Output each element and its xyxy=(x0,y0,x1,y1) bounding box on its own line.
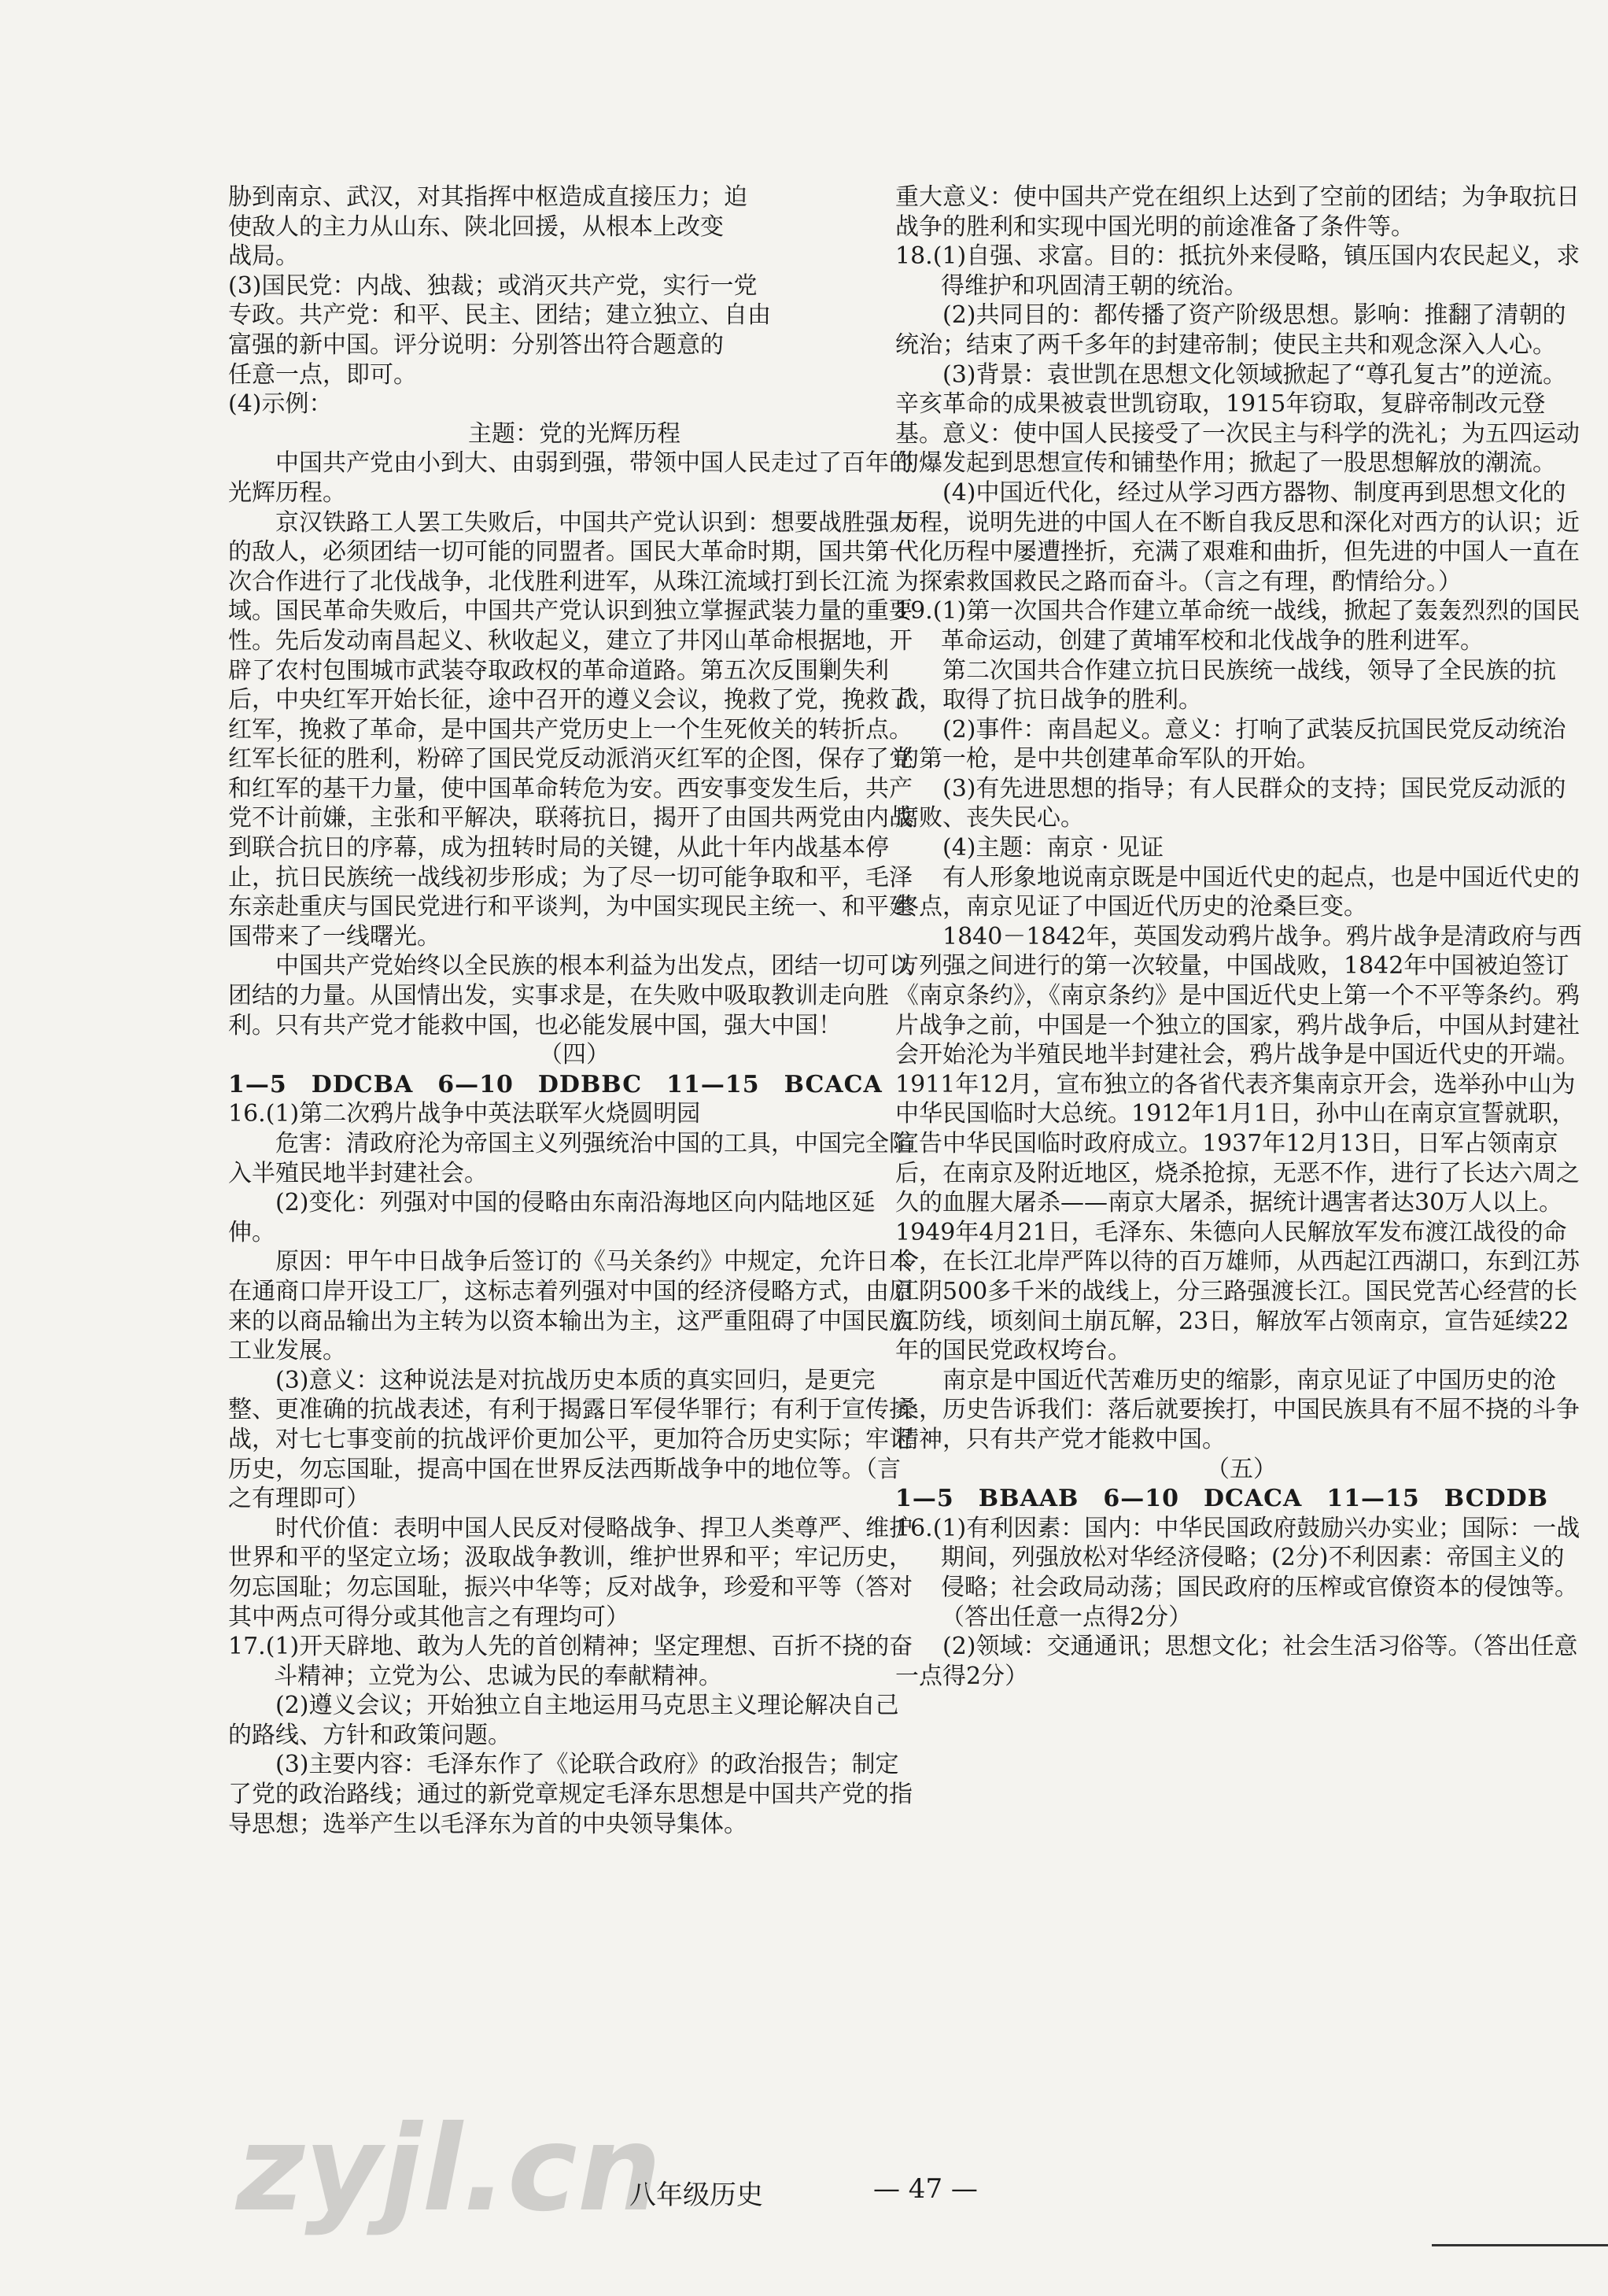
answer-paragraph: 任意一点，即可。 xyxy=(228,360,417,389)
answer-paragraph: 1840－1842年，英国发动鸦片战争。鸦片战争是清政府与西方列强之间进行的第一次较量，中国战败，1842年中国被迫签订《南京条约》，《南京条约》是中国近代史上第一个不平等条约。鸦片战争之前，中国是一个独立的国家，鸦片战争后，中国从封建社会开始沦为半殖民地半封建社会，鸦片战争是中国近代史的开端。1911年12月，宣布独立的各省代表齐集南京开会，选举孙中山为中华民国临时大总统。1912年1月1日，孙中山在南京宣誓就职，宣告中华民国临时政府成立。1937年12月13日，日军占领南京后，在南京及附近地区，烧杀抢掠，无恶不作，进行了长达六周之久的血腥大屠杀——南京大屠杀，据统计遇害者达30万人以上。1949年4月21日，毛泽东、朱德向人民解放军发布渡江战役的命令，在长江北岸严阵以待的百万雄师，从西起江西湖口，东到江苏江阴500多千米的战线上，分三路强渡长江。国民党苦心经营的长江防线，顷刻间土崩瓦解，23日，解放军占领南京，宣告延续22年的国民党政权垮台。 xyxy=(895,922,1582,1365)
answer-paragraph: 18.(1)自强、求富。目的：抵抗外来侵略，镇压国内农民起义，求得维护和巩固清王朝的统治。 xyxy=(895,242,1580,300)
answer-paragraph: 1—5 BBAAB 6—10 DCACA 11—15 BCDDB xyxy=(895,1485,1548,1513)
answer-paragraph: 南京是中国近代苦难历史的缩影，南京见证了中国历史的沧桑，历史告诉我们：落后就要挨打，中国民族具有不屈不挠的斗争精神，只有共产党才能救中国。 xyxy=(895,1366,1580,1453)
watermark: zyjl.cn xyxy=(236,2101,662,2238)
answer-paragraph: 17.(1)开天辟地、敢为人先的首创精神；坚定理想、百折不挠的奋斗精神；立党为公、忠诚为民的奉献精神。 xyxy=(228,1633,913,1690)
answer-paragraph: (4)示例： xyxy=(228,390,333,419)
answer-paragraph: 富强的新中国。评分说明：分别答出符合题意的 xyxy=(228,330,724,359)
answer-paragraph: 专政。共产党：和平、民主、团结；建立独立、自由 xyxy=(228,301,771,330)
answer-paragraph: (3)国民党：内战、独裁；或消灭共产党，实行一党 xyxy=(228,271,758,300)
answer-paragraph: 主题：党的光辉历程 xyxy=(468,419,680,448)
left-column xyxy=(228,183,920,1839)
grade-subject-title: 八年级历史 xyxy=(629,2180,763,2211)
page-number: — 47 — xyxy=(873,2173,978,2205)
answer-paragraph: 危害：清政府沦为帝国主义列强统治中国的工具，中国完全陷入半殖民地半封建社会。 xyxy=(228,1130,913,1187)
answer-paragraph: 19.(1)第一次国共合作建立革命统一战线，掀起了轰轰烈烈的国民革命运动，创建了黄埔军校和北伐战争的胜利进军。 xyxy=(895,597,1580,655)
answer-paragraph: 第二次国共合作建立抗日民族统一战线，领导了全民族的抗战，取得了抗日战争的胜利。 xyxy=(895,656,1556,714)
answer-paragraph: (3)背景：袁世凯在思想文化领域掀起了“尊孔复古”的逆流。辛亥革命的成果被袁世凯窃取，1915年窃取，复辟帝制改元登基。意义：使中国人民接受了一次民主与科学的洗礼；为五四运动的爆发起到思想宣传和铺垫作用；掀起了一股思想解放的潮流。 xyxy=(895,360,1580,478)
answer-paragraph: （五） xyxy=(1206,1455,1277,1483)
answer-paragraph: (4)中国近代化，经过从学习西方器物、制度再到思想文化的历程，说明先进的中国人在不断自我反思和深化对西方的认识；近代化历程中屡遭挫折，充满了艰难和曲折，但先进的中国人一直在为探索救国救民之路而奋斗。（言之有理，酌情给分。） xyxy=(895,478,1580,596)
answer-paragraph: 16.(1)有利因素：国内：中华民国政府鼓励兴办实业；国际：一战期间，列强放松对华经济侵略；(2分)不利因素：帝国主义的侵略；社会政局动荡；国民政府的压榨或官僚资本的侵蚀等。（答出任意一点得2分） xyxy=(895,1514,1580,1631)
answer-paragraph: (3)有先进思想的指导；有人民群众的支持；国民党反动派的腐败、丧失民心。 xyxy=(895,774,1566,832)
answer-paragraph: （四） xyxy=(539,1041,610,1069)
answer-paragraph: 1—5 DDCBA 6—10 DDBBC 11—15 BCACA xyxy=(228,1070,883,1098)
answer-paragraph: 时代价值：表明中国人民反对侵略战争、捍卫人类尊严、维护世界和平的坚定立场；汲取战争教训，维护世界和平；牢记历史，勿忘国耻；勿忘国耻，振兴中华等；反对战争，珍爱和平等（答对其中两点可得分或其他言之有理均可） xyxy=(228,1514,913,1631)
answer-paragraph: (2)变化：列强对中国的侵略由东南沿海地区向内陆地区延伸。 xyxy=(228,1189,876,1246)
answer-paragraph: (3)意义：这种说法是对抗战历史本质的真实回归，是更完整、更准确的抗战表述，有利于揭露日军侵华罪行；有利于宣传抗战，对七七事变前的抗战评价更加公平，更加符合历史实际；牢记历史，勿忘国耻，提高中国在世界反法西斯战争中的地位等。（言之有理即可） xyxy=(228,1366,913,1513)
answer-paragraph: (2)事件：南昌起义。意义：打响了武装反抗国民党反动统治的第一枪，是中共创建革命军队的开始。 xyxy=(895,715,1566,773)
answer-paragraph: (3)主要内容：毛泽东作了《论联合政府》的政治报告；制定了党的政治路线；通过的新党章规定毛泽东思想是中国共产党的指导思想；选举产生以毛泽东为首的中央领导集体。 xyxy=(228,1751,913,1838)
answer-paragraph: (2)领域：交通通讯；思想文化；社会生活习俗等。（答出任意一点得2分） xyxy=(895,1633,1578,1690)
answer-paragraph: 重大意义：使中国共产党在组织上达到了空前的团结；为争取抗日战争的胜利和实现中国光明的前途准备了条件等。 xyxy=(895,183,1580,241)
answer-paragraph: 中国共产党由小到大、由弱到强，带领中国人民走过了百年的光辉历程。 xyxy=(228,449,913,507)
right-column xyxy=(895,183,1588,1691)
answer-paragraph: 战局。 xyxy=(228,242,299,271)
answer-paragraph: 中国共产党始终以全民族的根本利益为出发点，团结一切可以团结的力量。从国情出发，实事求是，在失败中吸取教训走向胜利。只有共产党才能救中国，也必能发展中国，强大中国！ xyxy=(228,952,913,1039)
answer-paragraph: (2)共同目的：都传播了资产阶级思想。影响：推翻了清朝的统治；结束了两千多年的封建帝制；使民主共和观念深入人心。 xyxy=(895,301,1566,359)
answer-paragraph: (2)遵义会议；开始独立自主地运用马克思主义理论解决自己的路线、方针和政策问题。 xyxy=(228,1692,899,1749)
answer-paragraph: 原因：甲午中日战争后签订的《马关条约》中规定，允许日本在通商口岸开设工厂，这标志着列强对中国的经济侵略方式，由原来的以商品输出为主转为以资本输出为主，这严重阻碍了中国民族工业发展。 xyxy=(228,1248,913,1365)
answer-paragraph: 16.(1)第二次鸦片战争中英法联军火烧圆明园 xyxy=(228,1100,701,1128)
bottom-rule xyxy=(1432,2244,1608,2246)
answer-paragraph: 有人形象地说南京既是中国近代史的起点，也是中国近代史的终点，南京见证了中国近代历史的沧桑巨变。 xyxy=(895,863,1580,921)
answer-paragraph: 胁到南京、武汉，对其指挥中枢造成直接压力；迫 xyxy=(228,183,747,211)
answer-paragraph: 京汉铁路工人罢工失败后，中国共产党认识到：想要战胜强大的敌人，必须团结一切可能的同盟者。国民大革命时期，国共第一次合作进行了北伐战争，北伐胜利进军，从珠江流域打到长江流域。国民革命失败后，中国共产党认识到独立掌握武装力量的重要性。先后发动南昌起义、秋收起义，建立了井冈山革命根据地，开辟了农村包围城市武装夺取政权的革命道路。第五次反围剿失利后，中央红军开始长征，途中召开的遵义会议，挽救了党，挽救了红军，挽救了革命，是中国共产党历史上一个生死攸关的转折点。红军长征的胜利，粉碎了国民党反动派消灭红军的企图，保存了党和红军的基干力量，使中国革命转危为安。西安事变发生后，共产党不计前嫌，主张和平解决，联蒋抗日，揭开了由国共两党由内战到联合抗日的序幕，成为扭转时局的关键，从此十年内战基本停止，抗日民族统一战线初步形成；为了尽一切可能争取和平，毛泽东亲赴重庆与国民党进行和平谈判，为中国实现民主统一、和平建国带来了一线曙光。 xyxy=(228,508,913,951)
answer-paragraph: 使敌人的主力从山东、陕北回援，从根本上改变 xyxy=(228,212,724,241)
answer-paragraph: (4)主题：南京 · 见证 xyxy=(895,834,1164,862)
